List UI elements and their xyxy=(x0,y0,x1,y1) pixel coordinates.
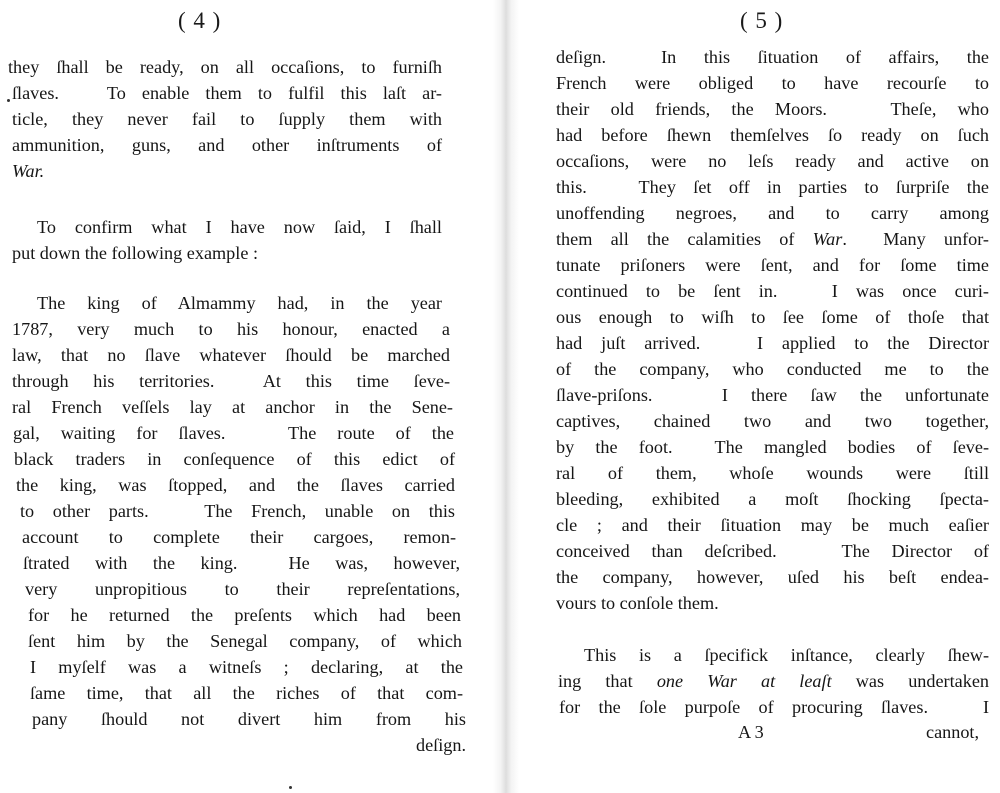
right-line: unoffending negroes, and to carry among xyxy=(556,203,989,223)
left-line: ammunition, guns, and other inſtruments of xyxy=(12,135,442,155)
right-line: captives, chained two and two together, xyxy=(556,411,989,431)
italic-emphasis: one War at leaſt xyxy=(656,671,832,691)
left-line: pany ſhould not divert him from his xyxy=(32,709,466,729)
right-line: ous enough to wiſh to ſee ſome of thoſe that xyxy=(556,307,989,327)
right-line: ral of them, whoſe wounds were ſtill xyxy=(556,463,989,483)
left-line: gal, waiting for ſlaves. The route of the xyxy=(13,423,454,443)
left-line: they ſhall be ready, on all occaſions, to furniſh xyxy=(8,57,442,77)
right-line: them all the calamities of War. Many unfor- xyxy=(556,229,989,249)
right-line: tunate priſoners were ſent, and for ſome time xyxy=(556,255,989,275)
right-line: ſlave-priſons. I there ſaw the unfortunate xyxy=(556,385,989,405)
left-line: the king, was ſtopped, and the ſlaves carried xyxy=(16,475,455,495)
right-line: by the foot. The mangled bodies of ſeve- xyxy=(556,437,989,457)
right-line: bleeding, exhibited a moſt ſhocking ſpecta- xyxy=(556,489,989,509)
left-line: ſent him by the Senegal company, of which xyxy=(28,631,462,651)
left-line: deſign. xyxy=(415,735,466,755)
right-line: of the company, who conducted me to the xyxy=(556,359,989,379)
right-line: occaſions, were no leſs ready and active on xyxy=(556,151,989,171)
right-line: This is a ſpecifick inſtance, clearly ſhew- xyxy=(584,645,989,665)
left-line: ral French veſſels lay at anchor in the Sene- xyxy=(12,397,453,417)
print-speck xyxy=(7,99,10,102)
left-page-number: ( 4 ) xyxy=(178,8,222,33)
right-line: French were obliged to have recourſe to xyxy=(556,73,989,93)
catchword: cannot, xyxy=(926,722,980,742)
left-line: ticle, they never fail to ſupply them with xyxy=(12,109,442,129)
left-line: for he returned the preſents which had been xyxy=(28,605,461,625)
right-line: had juſt arrived. I applied to the Director xyxy=(556,333,989,353)
right-line: vours to conſole them. xyxy=(556,593,719,613)
italic-emphasis: War xyxy=(812,229,843,249)
right-line: deſign. In this ſituation of affairs, the xyxy=(556,47,989,67)
signature-mark: A 3 xyxy=(738,722,764,742)
right-line: their old friends, the Moors. Theſe, who xyxy=(556,99,989,119)
right-line: this. They ſet off in parties to ſurpriſe the xyxy=(556,177,989,197)
left-line: The king of Almammy had, in the year xyxy=(37,293,442,313)
right-line: conceived than deſcribed. The Director of xyxy=(556,541,989,561)
right-page-number: ( 5 ) xyxy=(740,8,784,33)
left-line: to other parts. The French, unable on this xyxy=(20,501,455,521)
right-line: the company, however, uſed his beſt endea- xyxy=(556,567,989,587)
left-line: very unpropitious to their repreſentations, xyxy=(25,579,460,599)
left-line: through his territories. At this time ſeve- xyxy=(12,371,450,391)
left-line: black traders in conſequence of this edict of xyxy=(14,449,455,469)
print-speck xyxy=(289,786,292,789)
right-page xyxy=(500,0,1000,793)
left-line: ſlaves. To enable them to fulfil this laſt ar- xyxy=(12,83,442,103)
right-line: continued to be ſent in. I was once curi- xyxy=(556,281,989,301)
left-line: put down the following example : xyxy=(12,243,258,263)
left-line: ſame time, that all the riches of that com- xyxy=(30,683,463,703)
left-line: account to complete their cargoes, remon- xyxy=(22,527,456,547)
left-line: War. xyxy=(12,161,45,181)
left-line: I myſelf was a witneſs ; declaring, at the xyxy=(30,657,463,677)
right-line: for the ſole purpoſe of procuring ſlaves. I xyxy=(559,697,989,717)
left-line: To confirm what I have now ſaid, I ſhall xyxy=(37,217,442,237)
right-line: cle ; and their ſituation may be much eaſier xyxy=(556,515,989,535)
left-line: 1787, very much to his honour, enacted a xyxy=(12,319,450,339)
right-line: ing that one War at leaſt was undertaken xyxy=(558,671,989,691)
left-line: law, that no ſlave whatever ſhould be marched xyxy=(12,345,450,365)
right-line: had before ſhewn themſelves ſo ready on ſuch xyxy=(556,125,989,145)
left-line: ſtrated with the king. He was, however, xyxy=(23,553,460,573)
